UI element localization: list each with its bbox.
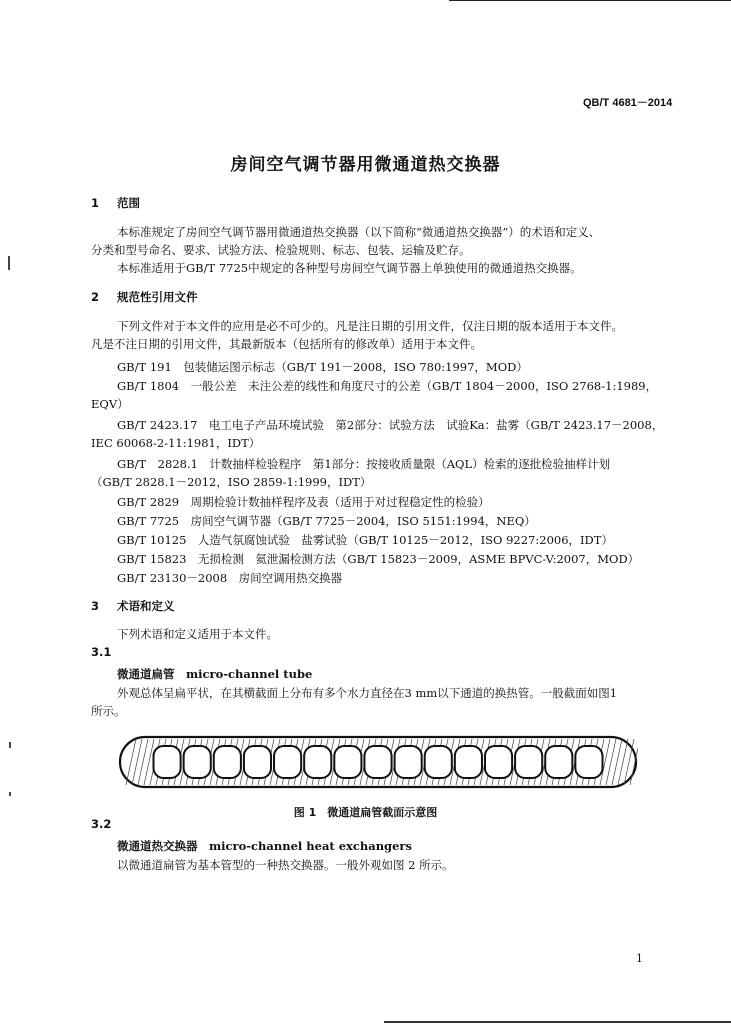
channel [214, 746, 241, 778]
hatch-line [606, 739, 616, 785]
term-3-2-title: 微通道热交换器 micro-channel heat exchangers [117, 839, 412, 853]
scope-para-2: 本标准适用于GB/T 7725中规定的各种型号房间空气调节器上单独使用的微通道热交换器。 [117, 261, 582, 275]
channel [575, 746, 602, 778]
channel [154, 746, 181, 778]
ref-line: IEC 60068-2-11:1981，IDT） [91, 436, 261, 450]
figure-1-caption: 图 1 微通道扁管截面示意图 [293, 806, 438, 819]
section-3-heading [91, 598, 175, 614]
ref-line: GB/T 7725 房间空气调节器（GB/T 7725－2004，ISO 5151:1994，NEQ） [117, 514, 536, 528]
section-title: 范围 [117, 196, 141, 210]
channel [455, 746, 482, 778]
ref-line: GB/T 2828.1 计数抽样检验程序 第1部分：按接收质量限（AQL）检索的逐批检验抽样计划 [117, 457, 611, 471]
ref-line: GB/T 15823 无损检测 氦泄漏检测方法（GB/T 15823－2009，ASME BPVC-V:2007，MOD） [117, 552, 640, 566]
channel [545, 746, 572, 778]
micro-channel-tube-figure [118, 733, 638, 791]
ref-line: GB/T 191 包装储运图示标志（GB/T 191－2008，ISO 780:1997，MOD） [117, 360, 528, 374]
term-3-2-definition: 以微通道扁管为基本管型的一种热交换器。一般外观如图 2 所示。 [117, 858, 454, 872]
ref-line: EQV） [91, 397, 129, 411]
term-3-2-number: 3.2 [91, 817, 112, 831]
channel-group [154, 746, 603, 778]
section-1-heading [91, 195, 140, 211]
hatch-line [132, 739, 142, 785]
hatch-line [618, 739, 628, 785]
channel [304, 746, 331, 778]
refs-intro-line-2: 凡是不注日期的引用文件，其最新版本（包括所有的修改单）适用于本文件。 [91, 337, 482, 351]
scan-mark [8, 256, 10, 270]
channel [485, 746, 512, 778]
section-title: 规范性引用文件 [117, 290, 198, 304]
term-3-1-definition-line-1: 外观总体呈扁平状，在其横截面上分布有多个水力直径在3 mm以下通道的换热管。一般截面如图1 [117, 686, 618, 700]
term-3-1-number: 3.1 [91, 645, 112, 659]
section-number: 1 [91, 196, 100, 210]
scope-para-1-line-1: 本标准规定了房间空气调节器用微通道热交换器（以下简称“微通道热交换器”）的术语和定义、 [117, 225, 601, 239]
channel [184, 746, 211, 778]
hatch-line [126, 739, 136, 785]
scan-mark [9, 742, 11, 748]
channel [334, 746, 361, 778]
document-title: 房间空气调节器用微通道热交换器 [230, 155, 501, 175]
term-3-1-definition-line-2: 所示。 [91, 704, 126, 718]
ref-line: GB/T 23130－2008 房间空调用热交换器 [117, 571, 343, 585]
channel [395, 746, 422, 778]
ref-line: GB/T 2829 周期检验计数抽样程序及表（适用于对过程稳定性的检验） [117, 495, 490, 509]
refs-intro-line-1: 下列文件对于本文件的应用是必不可少的。凡是注日期的引用文件，仅注日期的版本适用于本文件。 [117, 319, 623, 333]
terms-intro: 下列术语和定义适用于本文件。 [117, 627, 278, 641]
ref-line: GB/T 10125 人造气氛腐蚀试验 盐雾试验（GB/T 10125－2012，ISO 9227:2006，IDT） [117, 533, 613, 547]
channel [244, 746, 271, 778]
ref-line: （GB/T 2828.1－2012，ISO 2859-1:1999，IDT） [91, 475, 372, 489]
channel [364, 746, 391, 778]
ref-line: GB/T 2423.17 电工电子产品环境试验 第2部分：试验方法 试验Ka：盐雾（GB/T 2423.17－2008， [117, 418, 664, 432]
page-number: 1 [636, 952, 643, 965]
scan-mark [9, 792, 11, 796]
hatch-line [138, 739, 148, 785]
standard-number: QB/T 4681－2014 [583, 97, 673, 109]
section-number: 3 [91, 599, 100, 613]
section-2-heading [91, 289, 198, 305]
ref-line: GB/T 1804 一般公差 未注公差的线性和角度尺寸的公差（GB/T 1804－2000，ISO 2768-1:1989， [117, 379, 658, 393]
channel [425, 746, 452, 778]
channel [274, 746, 301, 778]
scan-edge-line [384, 1021, 731, 1023]
scope-para-1-line-2: 分类和型号命名、要求、试验方法、检验规则、标志、包装、运输及贮存。 [91, 243, 471, 257]
section-title: 术语和定义 [117, 599, 175, 613]
section-number: 2 [91, 290, 100, 304]
hatch-line [612, 739, 622, 785]
term-3-1-title: 微通道扁管 micro-channel tube [117, 667, 313, 681]
scan-edge-line [449, 0, 731, 1]
channel [515, 746, 542, 778]
